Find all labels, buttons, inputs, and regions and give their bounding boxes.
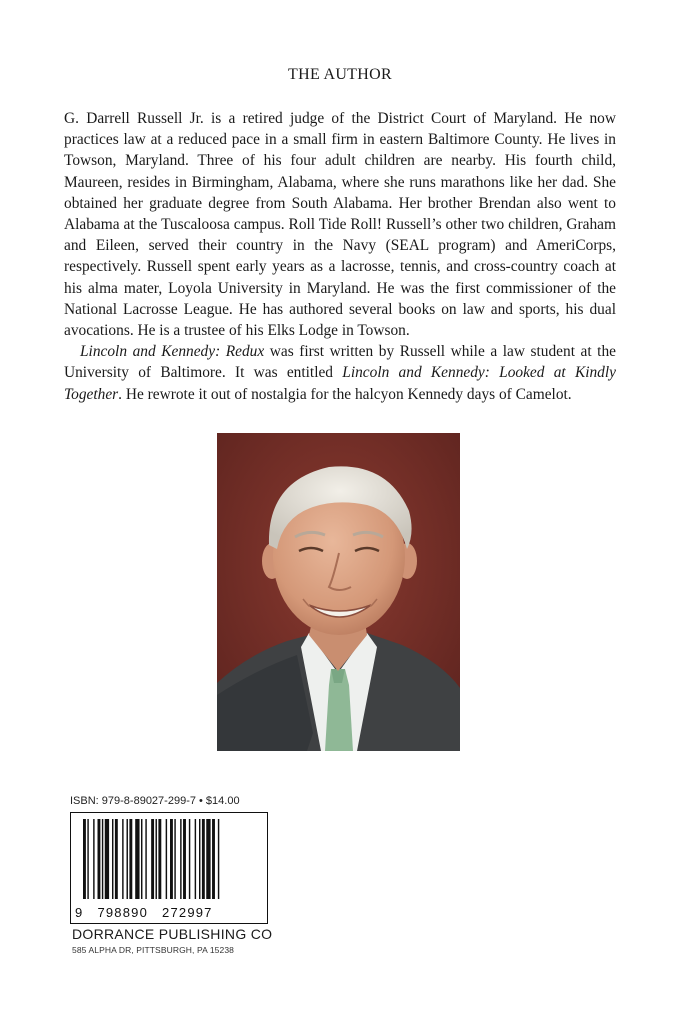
barcode-bar: [87, 819, 88, 899]
barcode-bar: [135, 819, 139, 899]
barcode-bar: [189, 819, 190, 899]
barcode-bar: [170, 819, 173, 899]
barcode-bar: [199, 819, 200, 899]
barcode-bar: [206, 819, 210, 899]
barcode-bar: [98, 819, 101, 899]
bio-text-end: . He rewrote it out of nostalgia for the halcyon Kennedy days of Camelot.: [118, 385, 572, 403]
barcode-bar: [212, 819, 215, 899]
barcode-bar: [174, 819, 175, 899]
barcode: [70, 812, 268, 924]
barcode-bar: [151, 819, 154, 899]
original-title: Lincoln and Kennedy: Looked at Kindly Together: [64, 364, 616, 403]
bio-text: was first written by Russell while a law student at the University of Baltimore. It was entitled: [64, 343, 616, 382]
barcode-lead-digit: 9: [75, 905, 84, 920]
isbn-price: ISBN: 979-8-89027-299-7 • $14.00: [70, 795, 240, 807]
publisher-address: 585 ALPHA DR, PITTSBURGH, PA 15238: [72, 945, 234, 955]
barcode-bar: [105, 819, 109, 899]
barcode-bar: [156, 819, 157, 899]
barcode-bar: [166, 819, 167, 899]
barcode-bar: [122, 819, 123, 899]
barcode-bar: [218, 819, 219, 899]
bio-paragraph-2: [64, 341, 616, 405]
barcode-bar: [195, 819, 196, 899]
bio-paragraph-1: G. Darrell Russell Jr. is a retired judge of the District Court of Maryland. He now practices law at a reduced pace in a small firm in eastern Baltimore County. He lives in Towson, Maryland. Three of his four adult children are nearby. His fourth child, Maureen, resides in Birmingham, Alabama, where she runs marathons like her dad. She obtained her graduate degree from South Alabama. Her brother Brendan also went to Alabama at the Tuscaloosa campus. Roll Tide Roll! Russell’s other two children, Graham and Eileen, served their country in the Navy (SEAL program) and AmeriCorps, respectively. Russell spent early years as a lacrosse, tennis, and cross-country coach at his alma mater, Loyola University in Maryland. He was the first commissioner of the National Lacrosse League. He has authored several books on law and sports, his dual avocations. He is a trustee of his Elks Lodge in Towson.: [64, 110, 616, 340]
barcode-bar: [83, 819, 86, 899]
barcode-bar: [145, 819, 146, 899]
barcode-bar: [115, 819, 118, 899]
barcode-bar: [112, 819, 113, 899]
barcode-bars: [79, 819, 259, 903]
book-title: Lincoln and Kennedy: Redux: [80, 343, 265, 361]
barcode-bar: [141, 819, 142, 899]
barcode-bar: [158, 819, 161, 899]
barcode-bar: [93, 819, 94, 899]
barcode-bar: [127, 819, 128, 899]
barcode-bar: [202, 819, 205, 899]
barcode-bar: [180, 819, 181, 899]
barcode-group-1: 798890: [97, 905, 149, 920]
section-heading: THE AUTHOR: [288, 66, 392, 83]
publisher-name: DORRANCE PUBLISHING CO: [72, 926, 273, 942]
barcode-bar: [183, 819, 186, 899]
barcode-digits: [75, 905, 263, 920]
author-portrait-illustration: [217, 433, 460, 751]
barcode-group-2: 272997: [162, 905, 213, 920]
author-bio: [64, 108, 616, 405]
barcode-bar: [129, 819, 132, 899]
barcode-bar: [102, 819, 103, 899]
author-photo: [217, 433, 460, 751]
